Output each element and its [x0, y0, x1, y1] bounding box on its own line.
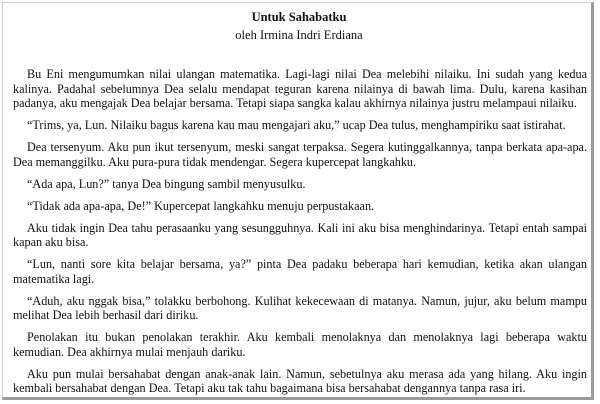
paragraph-10: Aku pun mulai bersahabat dengan anak-anak lain. Namun, sebetulnya aku merasa ada yang hilang. Aku ingin kembali bersahabat dengan Dea. Tetapi aku tak tahu bagaimana bisa bersahabat dengannya tanpa rasa iri.	[13, 366, 587, 395]
paragraph-1: Bu Eni mengumumkan nilai ulangan matematika. Lagi-lagi nilai Dea melebihi nilaiku. Ini sudah yang kedua kalinya. Padahal sebelumnya Dea selalu mendapat teguran karena nilainya di bawah lima. Dulu, karena kasihan padanya, aku mengajak Dea belajar bersama. Tetapi siapa sangka kalau akhirnya nilainya justru melampaui nilaiku.	[13, 67, 587, 110]
paragraph-4: “Ada apa, Lun?” tanya Dea bingung sambil menyusulku.	[27, 176, 306, 191]
paragraph-5: “Tidak ada apa-apa, De!” Kupercepat langkahku menuju perpustakaan.	[27, 198, 375, 213]
paragraph-3: Dea tersenyum. Aku pun ikut tersenyum, meski sangat terpaksa. Segera kutinggalkannya, tanpa berkata apa-apa. Dea memanggilku. Aku pura-pura tidak mendengar. Segera kupercepat langkahku.	[13, 140, 587, 169]
story-body	[13, 67, 587, 400]
paragraph-2: “Trims, ya, Lun. Nilaiku bagus karena kau mau mengajari aku,” ucap Dea tulus, menghampiriku saat istirahat.	[27, 118, 566, 132]
paragraph-8: “Aduh, aku nggak bisa,” tolakku berbohong. Kulihat kekecewaan di matanya. Namun, jujur, aku belum mampu melihat Dea lebih berhasil dari diriku.	[13, 293, 587, 322]
paragraph-9: Penolakan itu bukan penolakan terakhir. Aku kembali menolaknya dan menolaknya lagi beberapa waktu kemudian. Dea akhirnya mulai menjauh dariku.	[13, 330, 587, 359]
story-title: Untuk Sahabatku	[251, 10, 347, 24]
paragraph-6: Aku tidak ingin Dea tahu perasaanku yang sesungguhnya. Kali ini aku bisa menghindarinya. Tetapi entah sampai kapan aku bisa.	[13, 220, 587, 249]
paragraph-7: “Lun, nanti sore kita belajar bersama, ya?” pinta Dea padaku beberapa hari kemudian, ketika akan ulangan matematika lagi.	[13, 257, 587, 286]
document-page	[2, 2, 594, 400]
author-byline: oleh Irmina Indri Erdiana	[235, 28, 363, 42]
